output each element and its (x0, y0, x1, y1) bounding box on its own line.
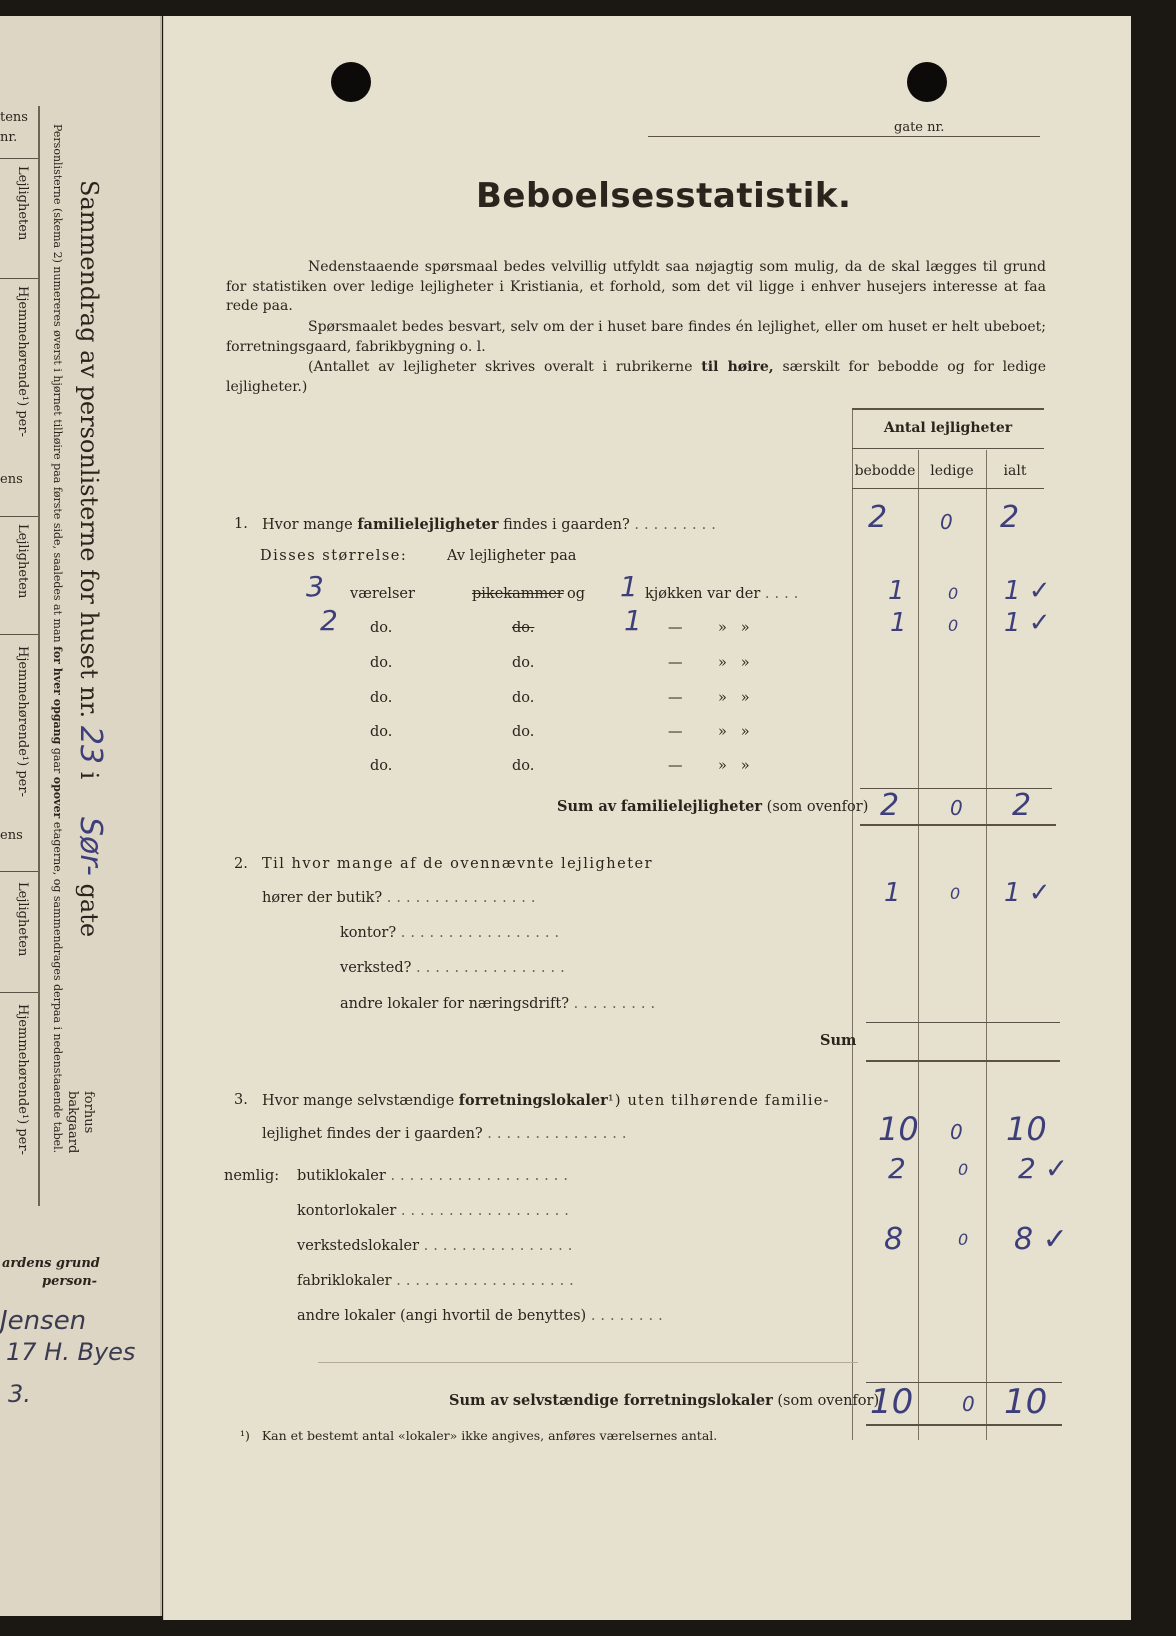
q3-butik-ledige: 0 (958, 1160, 969, 1179)
row4-do: do. (370, 690, 393, 706)
q3-question-2: lejlighet findes der i gaarden? ............... (262, 1126, 632, 1142)
intro-paragraph-1: Nedenstaaende spørsmaal bedes velvillig utfyldt saa nøjagtig som mulig, da de skal lægges til grund for statistiken over ledige lejligheter i Kristiania, et forhold, som det vil ligge i enhver husejers interesse at faa rede paa. (226, 259, 1046, 314)
q1-question-visible: Hvor mange familielejligheter findes i gaarden? ......... (262, 516, 721, 533)
strip-col-hjemmehorende-3: Hjemmehørende¹) per- (15, 1004, 30, 1155)
strip-vertical-title: Sammendrag av personlisterne for huset nr. 23 i Sør- gate (73, 180, 108, 938)
row6-ditto: » » (718, 758, 750, 774)
signature-line-3: 3. (8, 1380, 31, 1408)
q2-butik-bebodde: 1 (884, 878, 901, 908)
house-number: 23 (73, 725, 108, 764)
q2-number: 2. (234, 856, 248, 872)
strip-forhus: forhus (81, 1091, 96, 1134)
q1-sum-bebodde: 2 (880, 788, 900, 823)
q3-nemlig: nemlig: (224, 1168, 280, 1184)
row1-answer-ialt: 1 ✓ (1004, 576, 1051, 606)
col-header-ialt: ialt (1003, 463, 1027, 479)
strip-col-ens: ens (0, 472, 23, 487)
row4-ditto: » » (718, 690, 750, 706)
q1-sizes-label: Disses størrelse: (260, 548, 408, 564)
row2-answer-ialt: 1 ✓ (1004, 608, 1051, 638)
q3-sum: Sum av selvstændige forretningslokaler (som ovenfor) (449, 1392, 880, 1409)
q3-number: 3. (234, 1092, 248, 1108)
q3-sum-ledige: 0 (962, 1392, 975, 1416)
q3-answer-ledige: 0 (950, 1120, 963, 1144)
q3-sum-ialt: 10 (1004, 1382, 1048, 1422)
q1-answer-bebodde: 2 (868, 500, 888, 535)
footnote: ¹) Kan et bestemt antal «lokaler» ikke angives, anføres værelsernes antal. (240, 1428, 718, 1443)
row6-do: do. (370, 758, 393, 774)
intro-paragraph-3: (Antallet av lejligheter skrives overalt i rubrikerne til høire, særskilt for bebodde og for ledige lejligheter.) (226, 359, 1047, 395)
punch-hole-right (907, 62, 947, 102)
row5-ditto: » » (718, 724, 750, 740)
strip-col-hjemmehorende: Hjemmehørende¹) per- (15, 286, 30, 437)
q2-verksted: verksted? ................ (340, 960, 570, 976)
signature-line-2: 17 H. Byes (6, 1338, 136, 1366)
col-header-bebodde: bebodde (854, 463, 916, 479)
strip-col-lejligheten-2: Lejligheten (15, 524, 30, 599)
row1-tail: kjøkken var der .... (645, 586, 804, 602)
row2-ditto: » » (718, 620, 750, 636)
row5-dash: — (668, 724, 683, 740)
q3-butik: butiklokaler ................... (297, 1168, 574, 1184)
row2-do: do. (370, 620, 393, 636)
punch-hole-left (331, 62, 371, 102)
q1-sum-ialt: 2 (1012, 788, 1032, 823)
row6-do-2: do. (512, 758, 535, 774)
row2-rooms: 2 (320, 604, 338, 637)
row3-dash: — (668, 655, 683, 671)
q2-butik: hører der butik? ................ (262, 890, 541, 906)
q3-question: Hvor mange selvstændige forretningslokaler¹) uten tilhørende familie- (262, 1092, 830, 1109)
row4-do-2: do. (512, 690, 535, 706)
intro-paragraph-2: Spørsmaalet bedes besvart, selv om der i huset bare findes én lejlighet, eller om huset er helt ubeboet; forretningsgaard, fabrikbygning o. l. (226, 319, 1046, 355)
page-title: Beboelsesstatistik. (476, 176, 852, 216)
row3-do: do. (370, 655, 393, 671)
strip-col-hjemmehorende-2: Hjemmehørende¹) per- (15, 646, 30, 797)
strip-bottom-text-1: ardens grund (2, 1256, 100, 1271)
q3-butik-bebodde: 2 (888, 1152, 906, 1185)
signature-line-1: Jensen (0, 1306, 87, 1336)
strip-header: tens nr. (0, 110, 28, 145)
row2-dash: — (668, 620, 683, 636)
strip-col-ens-2: ens (0, 828, 23, 843)
strip-vertical-instructions: Personlisterne (skema 2) numereres øverst i hjørnet tilhøire paa første side, saaledes at man for hver opgang gaar opover etagerne, og sammendrages derpaa i nedenstaaende tabel. (51, 124, 64, 1154)
row3-do-2: do. (512, 655, 535, 671)
q3-verksted-bebodde: 8 (884, 1222, 904, 1257)
q3-andre: andre lokaler (angi hvortil de benyttes) ........ (297, 1308, 668, 1324)
q2-butik-ialt: 1 ✓ (1004, 878, 1051, 908)
street-name: Sør- (73, 816, 108, 876)
row2-answer-bebodde: 1 (890, 608, 907, 638)
row1-answer-ledige: 0 (948, 584, 959, 603)
row2-kitchen: 1 (624, 604, 642, 637)
row1-kitchen: 1 (620, 570, 638, 603)
q2-sum: Sum (820, 1032, 857, 1049)
q1-answer-ledige: 0 (940, 510, 953, 534)
q3-answer-ialt: 10 (1006, 1110, 1047, 1148)
q3-verksted: verkstedslokaler ................ (297, 1238, 578, 1254)
q1-sizes-sub: Av lejligheter paa (447, 548, 577, 564)
gate-nr-label: gate nr. (894, 120, 945, 135)
strip-col-lejligheten: Lejligheten (15, 166, 30, 241)
q3-verksted-ledige: 0 (958, 1230, 969, 1249)
row1-rooms: 3 (306, 570, 324, 603)
row4-dash: — (668, 690, 683, 706)
q1-answer-ialt: 2 (1000, 500, 1020, 535)
q3-answer-bebodde: 10 (878, 1110, 919, 1148)
q1-sum-ledige: 0 (950, 796, 963, 820)
q2-andre: andre lokaler for næringsdrift? ......... (340, 996, 661, 1012)
left-summary-strip (0, 16, 162, 1616)
q1-number: 1. (234, 516, 248, 532)
q1-sum: Sum av familielejligheter (som ovenfor) (557, 798, 869, 815)
q3-fabrik: fabriklokaler ................... (297, 1273, 579, 1289)
table-group-header: Antal lejligheter (883, 420, 1013, 436)
strip-col-lejligheten-3: Lejligheten (15, 882, 30, 957)
q2-kontor: kontor? ................. (340, 925, 565, 941)
row5-do-2: do. (512, 724, 535, 740)
strip-bakgaard: bakgaard (65, 1091, 80, 1154)
row2-answer-ledige: 0 (948, 616, 959, 635)
row1-vaerelser: værelser (350, 586, 415, 602)
row3-ditto: » » (718, 655, 750, 671)
q2-butik-ledige: 0 (950, 884, 961, 903)
q2-question: Til hvor mange af de ovennævnte lejligheter (262, 856, 654, 872)
row1-answer-bebodde: 1 (888, 576, 905, 606)
row6-dash: — (668, 758, 683, 774)
strip-bottom-text-2: person- (42, 1274, 98, 1289)
col-header-ledige: ledige (930, 463, 974, 479)
q3-sum-bebodde: 10 (870, 1382, 914, 1422)
q3-kontor: kontorlokaler .................. (297, 1203, 574, 1219)
q3-butik-ialt: 2 ✓ (1018, 1152, 1069, 1185)
row5-do: do. (370, 724, 393, 740)
row1-pikekammer: pikekammer (472, 586, 564, 602)
row1-og: og (567, 586, 586, 602)
q3-verksted-ialt: 8 ✓ (1014, 1222, 1068, 1257)
row2-do-2: do. (512, 620, 535, 636)
